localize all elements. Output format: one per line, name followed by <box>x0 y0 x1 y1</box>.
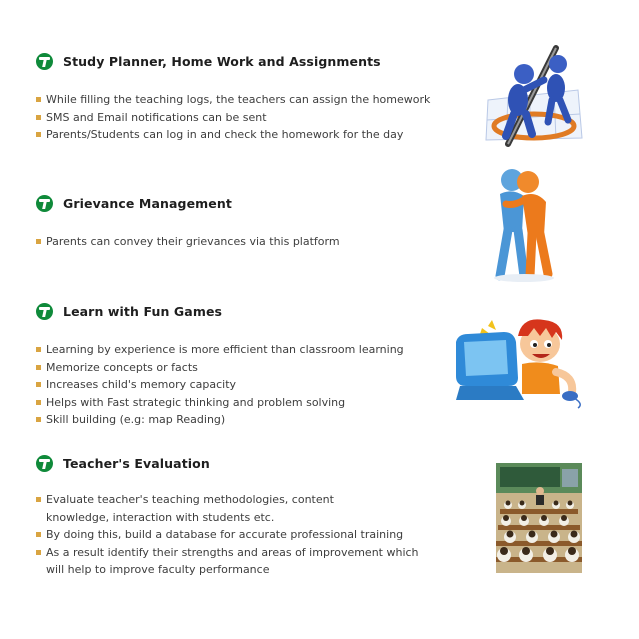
list-item-line: will help to improve faculty performance <box>46 563 270 577</box>
list-item-line: knowledge, interaction with students etc. <box>46 510 275 524</box>
list-item: While filling the teaching logs, the teachers can assign the homework <box>36 91 430 109</box>
list-item: Parents can convey their grievances via this platform <box>36 233 340 251</box>
two-figures-icon <box>484 166 564 284</box>
bullet-list <box>36 491 419 579</box>
brand-logo-icon <box>36 53 53 70</box>
heading-text: Learn with Fun Games <box>63 304 223 319</box>
list-item-line: As a result identify their strengths and areas of improvement which <box>46 545 419 559</box>
bullet-list <box>36 233 340 251</box>
list-item: Skill building (e.g: map Reading) <box>36 411 404 429</box>
heading-text: Teacher's Evaluation <box>63 456 210 471</box>
list-item-line: Evaluate teacher's teaching methodologies, content <box>46 493 334 506</box>
list-item <box>36 544 419 579</box>
list-item: By doing this, build a database for accurate professional training <box>36 526 419 544</box>
brand-logo-icon <box>36 195 53 212</box>
list-item <box>36 491 419 526</box>
heading-text: Grievance Management <box>63 196 232 211</box>
heading-text: Study Planner, Home Work and Assignments <box>63 54 381 69</box>
list-item: Helps with Fast strategic thinking and problem solving <box>36 394 404 412</box>
pen-figure-icon <box>478 40 590 152</box>
classroom-photo <box>496 463 582 573</box>
kid-computer-icon <box>452 314 588 410</box>
list-item: SMS and Email notifications can be sent <box>36 109 430 127</box>
brand-logo-icon <box>36 303 53 320</box>
bullet-list <box>36 341 404 429</box>
section-heading <box>36 303 222 320</box>
section-heading <box>36 195 232 212</box>
section-heading <box>36 53 381 70</box>
list-item: Increases child's memory capacity <box>36 376 404 394</box>
list-item: Memorize concepts or facts <box>36 359 404 377</box>
list-item: Learning by experience is more efficient than classroom learning <box>36 341 404 359</box>
list-item: Parents/Students can log in and check the homework for the day <box>36 126 430 144</box>
bullet-list <box>36 91 430 144</box>
section-heading <box>36 455 210 472</box>
brand-logo-icon <box>36 455 53 472</box>
